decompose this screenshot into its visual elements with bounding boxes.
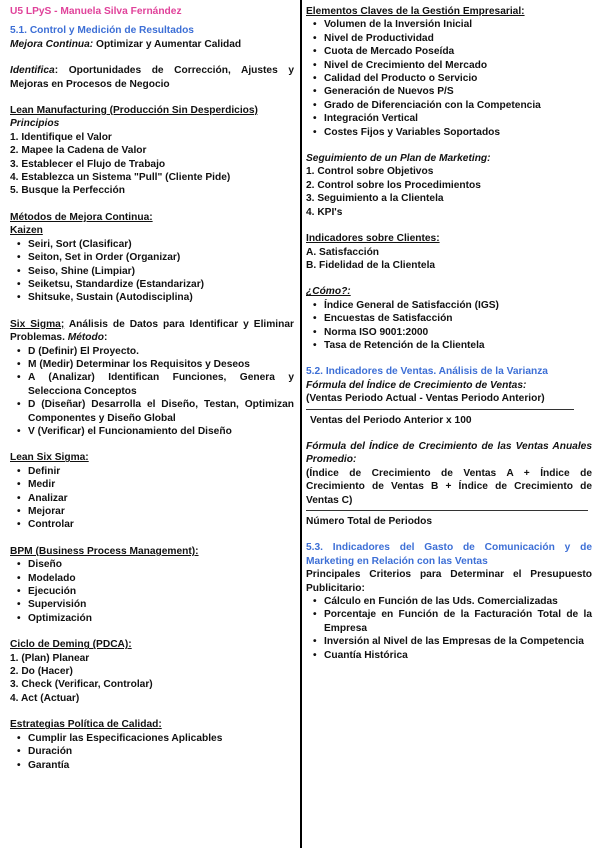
list-item: • Mejorar — [28, 505, 294, 518]
section-5-3-title: 5.3. Indicadores del Gasto de Comunicación y de Marketing en Relación con las Ventas — [306, 542, 592, 567]
six-sigma-list — [10, 345, 294, 439]
list-item: • Integración Vertical — [324, 112, 592, 125]
lean-six-sigma-title: Lean Six Sigma: — [10, 452, 89, 464]
list-item: • V (Verificar) el Funcionamiento del Diseño — [28, 425, 294, 438]
list-item: • Costes Fijos y Variables Soportados — [324, 126, 592, 139]
list-item: • Diseño — [28, 558, 294, 571]
list-item: • Índice General de Satisfacción (IGS) — [324, 299, 592, 312]
mejora-text: Optimizar y Aumentar Calidad — [93, 38, 242, 50]
deming-list — [10, 652, 294, 706]
list-item: • Generación de Nuevos P/S — [324, 85, 592, 98]
list-item: • Analizar — [28, 492, 294, 505]
list-item: • Cuantía Histórica — [324, 649, 592, 662]
list-item: • Cumplir las Especificaciones Aplicables — [28, 732, 294, 745]
bpm-list — [10, 558, 294, 625]
criterios-title: Principales Criterios para Determinar el Presupuesto Publicitario: — [306, 569, 592, 594]
list-item: • Encuestas de Satisfacción — [324, 312, 592, 325]
formula-2-label: Fórmula del Índice de Crecimiento de las Ventas Anuales Promedio: — [306, 440, 592, 466]
list-item: 5. Busque la Perfección — [10, 185, 125, 197]
identifica-text: : Oportunidades de Corrección, Ajustes y Mejoras en Procesos de Negocio — [10, 65, 294, 90]
indicadores-clientes-title: Indicadores sobre Clientes: — [306, 233, 440, 245]
deming-title: Ciclo de Deming (PDCA): — [10, 639, 132, 651]
kaizen-list — [10, 238, 294, 305]
list-item: 1. Control sobre Objetivos — [306, 166, 434, 178]
list-item: • Cuota de Mercado Poseída — [324, 45, 592, 58]
list-item: 1. (Plan) Planear — [10, 652, 90, 664]
right-column — [306, 0, 592, 662]
list-item: • Seiso, Shine (Limpiar) — [28, 265, 294, 278]
section-5-1-title: 5.1. Control y Medición de Resultados — [10, 25, 194, 37]
fraction-bar — [306, 409, 574, 410]
list-item: • Ejecución — [28, 585, 294, 598]
mejora-continua — [10, 38, 294, 51]
six-sigma-intro: Six Sigma; Análisis de Datos para Identificar y Eliminar Problemas. Método: — [10, 318, 294, 344]
list-item: • Tasa de Retención de la Clientela — [324, 339, 592, 352]
list-item: 3. Check (Verificar, Controlar) — [10, 679, 153, 691]
criterios-list — [306, 595, 592, 662]
six-sigma-title: Six Sigma; — [10, 318, 65, 330]
list-item: • Nivel de Productividad — [324, 32, 592, 45]
list-item: • Volumen de la Inversión Inicial — [324, 18, 592, 31]
mejora-label: Mejora Continua: — [10, 38, 94, 50]
fraction-bar — [306, 510, 588, 511]
list-item: • Inversión al Nivel de las Empresas de la Competencia — [324, 635, 592, 648]
list-item: 4. KPI's — [306, 206, 343, 218]
list-item: • Shitsuke, Sustain (Autodisciplina) — [28, 291, 294, 304]
list-item: • Calidad del Producto o Servicio — [324, 72, 592, 85]
kaizen-label: Kaizen — [10, 225, 43, 237]
list-item: • Cálculo en Función de las Uds. Comercializadas — [324, 595, 592, 608]
elementos-title: Elementos Claves de la Gestión Empresarial: — [306, 6, 525, 17]
formula-1-denominator: Ventas del Periodo Anterior x 100 — [310, 414, 472, 426]
bpm-title: BPM (Business Process Management): — [10, 545, 199, 557]
metodos-title: Métodos de Mejora Continua: — [10, 211, 153, 223]
list-item: • D (Diseñar) Desarrolla el Diseño, Testan, Optimizan Componentes y Diseño Global — [28, 398, 294, 425]
como-list — [306, 299, 592, 353]
identifica-label: Identifica — [10, 65, 55, 77]
document-header: U5 LPyS - Manuela Silva Fernández — [10, 6, 182, 17]
list-item: • D (Definir) El Proyecto. — [28, 345, 294, 358]
list-item: 4. Act (Actuar) — [10, 692, 80, 704]
list-item: • A (Analizar) Identifican Funciones, Genera y Selecciona Conceptos — [28, 371, 294, 398]
list-item: • M (Medir) Determinar los Requisitos y Deseos — [28, 358, 294, 371]
list-item: A. Satisfacción — [306, 246, 380, 258]
column-divider — [300, 0, 302, 848]
elementos-list — [306, 18, 592, 139]
list-item: 2. Mapee la Cadena de Valor — [10, 145, 147, 157]
list-item: • Modelado — [28, 572, 294, 585]
estrategias-title: Estrategias Política de Calidad: — [10, 719, 162, 731]
section-5-2-title: 5.2. Indicadores de Ventas. Análisis de la Varianza — [306, 366, 548, 378]
formula-2-numerator: (Índice de Crecimiento de Ventas A + Índice de Crecimiento de Ventas B + Índice de Crecimiento de Ventas C) — [306, 467, 592, 506]
list-item: • Seiketsu, Standardize (Estandarizar) — [28, 278, 294, 291]
principios-list — [10, 131, 294, 198]
formula-1-label: Fórmula del Índice de Crecimiento de Ventas: — [306, 379, 527, 391]
left-column — [10, 0, 294, 772]
list-item: • Seiri, Sort (Clasificar) — [28, 238, 294, 251]
seguimiento-title: Seguimiento de un Plan de Marketing: — [306, 153, 491, 165]
list-item: • Controlar — [28, 518, 294, 531]
lean-title: Lean Manufacturing (Producción Sin Desperdicios) — [10, 105, 258, 117]
list-item: • Definir — [28, 465, 294, 478]
indicadores-clientes-list — [306, 246, 592, 273]
list-item: • Nivel de Crecimiento del Mercado — [324, 59, 592, 72]
list-item: 3. Establecer el Flujo de Trabajo — [10, 158, 166, 170]
list-item: • Supervisión — [28, 598, 294, 611]
list-item: • Optimización — [28, 612, 294, 625]
list-item: 3. Seguimiento a la Clientela — [306, 193, 444, 205]
identifica — [10, 64, 294, 91]
list-item: • Medir — [28, 478, 294, 491]
six-sigma-text: Análisis de Datos para Identificar y Eliminar Problemas. — [10, 318, 294, 344]
estrategias-list — [10, 732, 294, 772]
list-item: • Duración — [28, 745, 294, 758]
list-item: • Grado de Diferenciación con la Competencia — [324, 99, 592, 112]
seguimiento-list — [306, 165, 592, 219]
formula-1-numerator: (Ventas Periodo Actual - Ventas Periodo Anterior) — [306, 393, 545, 405]
list-item: 1. Identifique el Valor — [10, 131, 112, 143]
list-item: • Seiton, Set in Order (Organizar) — [28, 251, 294, 264]
list-item: B. Fidelidad de la Clientela — [306, 259, 436, 271]
list-item: • Garantía — [28, 759, 294, 772]
list-item: • Porcentaje en Función de la Facturación Total de la Empresa — [324, 608, 592, 635]
como-title: ¿Cómo?: — [306, 286, 351, 298]
lean-six-sigma-list — [10, 465, 294, 532]
metodo-label: Método — [67, 332, 104, 344]
list-item: 2. Do (Hacer) — [10, 666, 73, 678]
list-item: • Norma ISO 9001:2000 — [324, 326, 592, 339]
list-item: 4. Establezca un Sistema "Pull" (Cliente Pide) — [10, 172, 231, 184]
principios-label: Principios — [10, 118, 60, 130]
list-item: 2. Control sobre los Procedimientos — [306, 179, 481, 191]
formula-2-denominator: Número Total de Periodos — [306, 516, 433, 527]
